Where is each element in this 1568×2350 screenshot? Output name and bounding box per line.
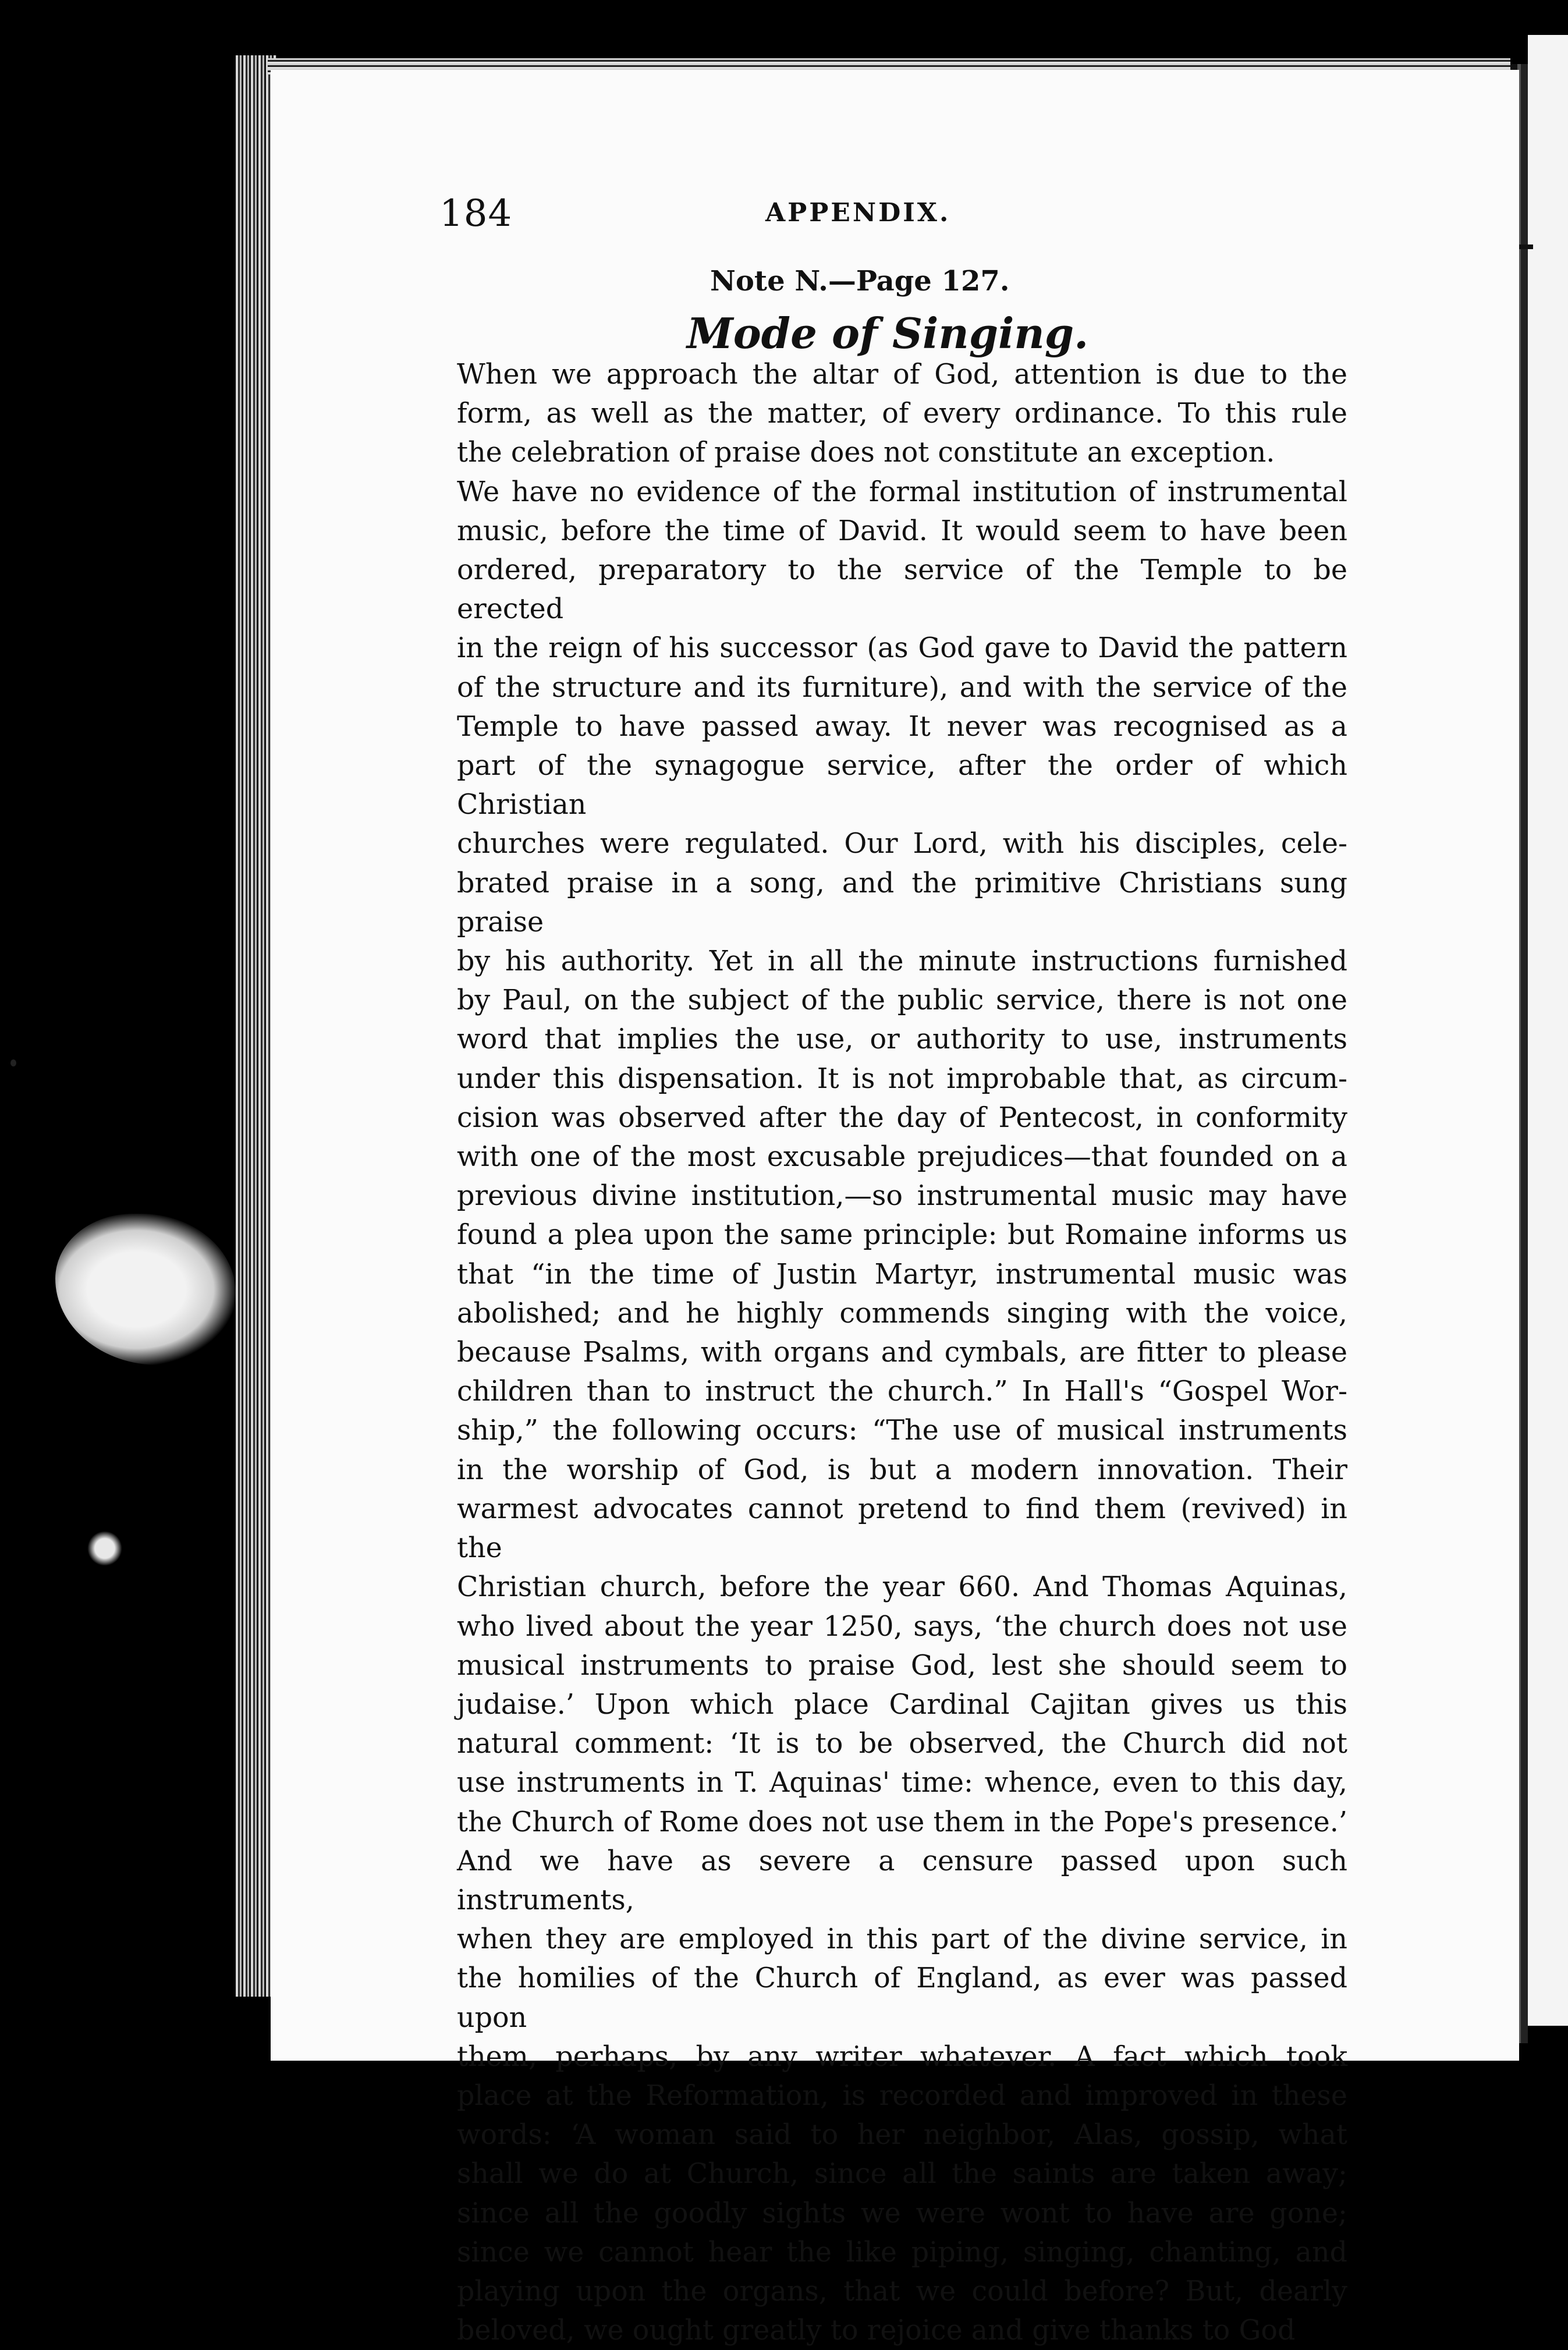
text-line: because Psalms, with organs and cymbals, are fitter to please [457,1337,1347,1369]
text-line: the Church of Rome does not use them in the Pope's presence.’ [457,1806,1347,1838]
text-line: them, perhaps, by any writer whatever. A fact which took [457,2040,1347,2073]
text-line: judaise.’ Upon which place Cardinal Cajitan gives us this [457,1688,1347,1721]
text-line: place at the Reformation, is recorded and improved in these [457,2079,1347,2112]
text-line: beloved, we ought greatly to rejoice and give thanks to God [457,2314,1296,2347]
text-line: music, before the time of David. It would seem to have been [457,515,1347,547]
text-line: Temple to have passed away. It never was recognised as a [457,710,1347,743]
text-line: the celebration of praise does not constitute an exception. [457,437,1275,469]
text-line: ship,” the following occurs: “The use of musical instruments [457,1415,1347,1447]
text-line: ordered, preparatory to the service of the Temple to be erected [457,554,1347,626]
text-line: We have no evidence of the formal institution of instrumental [457,476,1347,508]
text-line: who lived about the year 1250, says, ‘the church does not use [457,1610,1347,1643]
text-line: warmest advocates cannot pretend to find them (revived) in the [457,1493,1347,1565]
facing-page-edge [1528,35,1568,2026]
text-line: When we approach the altar of God, attention is due to the [457,359,1347,391]
text-line: with one of the most excusable prejudices—that founded on a [457,1141,1347,1174]
text-line: musical instruments to praise God, lest she should seem to [457,1649,1347,1682]
margin-speck-large [87,1531,122,1566]
text-line: by Paul, on the subject of the public service, there is not one [457,984,1347,1017]
page-number: 184 [439,192,513,235]
text-line: under this dispensation. It is not improbable that, as circum- [457,1062,1347,1095]
text-line: when they are employed in this part of the divine service, in [457,1923,1347,1956]
text-line: part of the synagogue service, after the order of which Christian [457,750,1347,821]
facing-page-mark [1519,244,1533,249]
text-line: playing upon the organs, that we could before? But, dearly [457,2275,1347,2308]
text-line: since we cannot hear the like piping, singing, chanting, and [457,2236,1347,2269]
text-line: the homilies of the Church of England, as ever was passed upon [457,1962,1347,2034]
text-line: previous divine institution,—so instrumental music may have [457,1180,1347,1213]
text-line: words: ‘A woman said to her neighbor, Alas, gossip, what [457,2119,1347,2151]
text-line: Christian church, before the year 660. And Thomas Aquinas, [457,1571,1347,1604]
page-header [439,192,1347,244]
note-title: Note N.—Page 127. [710,265,1010,297]
text-line: And we have as severe a censure passed upon such instruments, [457,1845,1347,1916]
text-line: found a plea upon the same principle: but Romaine informs us [457,1219,1347,1252]
text-line: use instruments in T. Aquinas' time: whence, even to this day, [457,1767,1347,1799]
text-line: word that implies the use, or authority to use, instruments [457,1023,1347,1056]
text-line: shall we do at Church, since all the saints are taken away; [457,2158,1347,2191]
body-text [457,355,1347,2350]
text-line: churches were regulated. Our Lord, with his disciples, cele- [457,828,1347,860]
text-line: brated praise in a song, and the primitive Christians sung praise [457,867,1347,938]
margin-speck [10,1059,16,1066]
text-line: cision was observed after the day of Pentecost, in conformity [457,1101,1347,1134]
text-line: form, as well as the matter, of every ordinance. To this rule [457,398,1347,430]
text-line: of the structure and its furniture), and with the service of the [457,671,1347,704]
text-line: in the reign of his successor (as God gave to David the pattern [457,632,1347,665]
text-line: that “in the time of Justin Martyr, instrumental music was [457,1258,1347,1291]
text-line: natural comment: ‘It is to be observed, the Church did not [457,1728,1347,1760]
text-line: abolished; and he highly commends singing with the voice, [457,1297,1347,1330]
running-head: APPENDIX. [765,198,951,228]
text-line: in the worship of God, is but a modern innovation. Their [457,1454,1347,1486]
section-title: Mode of Singing. [687,309,1089,358]
text-line: children than to instruct the church.” In Hall's “Gospel Wor- [457,1376,1347,1408]
margin-stain [55,1214,236,1365]
text-line: by his authority. Yet in all the minute instructions furnished [457,945,1347,978]
text-line: since all the goodly sights we were wont to have are gone; [457,2197,1347,2230]
